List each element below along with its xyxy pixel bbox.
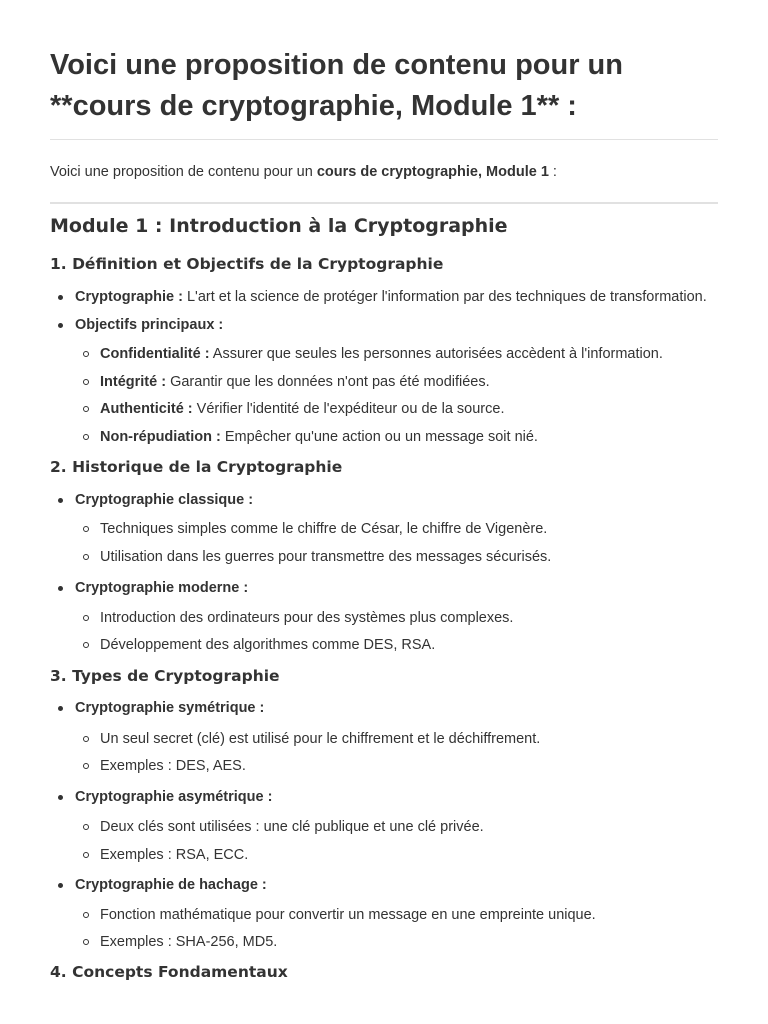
bullet-circle-icon bbox=[83, 554, 89, 560]
item-text: Exemples : SHA-256, MD5. bbox=[100, 934, 278, 950]
item-label: Objectifs principaux : bbox=[75, 317, 224, 333]
item-text: Empêcher qu'une action ou un message soit nié. bbox=[220, 429, 538, 445]
item-text: Assurer que seules les personnes autorisées accèdent à l'information. bbox=[209, 346, 663, 362]
list-item bbox=[100, 933, 277, 951]
bullet-disc-icon bbox=[58, 883, 63, 888]
bullet-disc-icon bbox=[58, 498, 63, 503]
item-label: Authenticité : bbox=[100, 401, 193, 417]
item-text: Développement des algorithmes comme DES, RSA. bbox=[100, 637, 436, 653]
intro-paragraph bbox=[50, 164, 557, 180]
bullet-circle-icon bbox=[83, 379, 89, 385]
title-divider bbox=[50, 139, 718, 140]
bullet-circle-icon bbox=[83, 615, 89, 621]
item-label: Cryptographie : bbox=[75, 289, 183, 305]
section-heading-concepts: 4. Concepts Fondamentaux bbox=[50, 963, 288, 981]
item-text: Techniques simples comme le chiffre de César, le chiffre de Vigenère. bbox=[100, 521, 548, 537]
bullet-circle-icon bbox=[83, 852, 89, 858]
list-item bbox=[75, 788, 272, 806]
bullet-circle-icon bbox=[83, 526, 89, 532]
item-text: Vérifier l'identité de l'expéditeur ou de la source. bbox=[192, 401, 505, 417]
bullet-circle-icon bbox=[83, 351, 89, 357]
item-label: Intégrité : bbox=[100, 374, 167, 390]
item-text: Exemples : RSA, ECC. bbox=[100, 847, 249, 863]
item-label: Confidentialité : bbox=[100, 346, 210, 362]
section-heading-definition: 1. Définition et Objectifs de la Cryptographie bbox=[50, 255, 444, 273]
item-text: Exemples : DES, AES. bbox=[100, 758, 246, 774]
section-heading-types: 3. Types de Cryptographie bbox=[50, 667, 280, 685]
item-label: Cryptographie asymétrique : bbox=[75, 789, 273, 805]
bullet-disc-icon bbox=[58, 795, 63, 800]
item-text: Garantir que les données n'ont pas été modifiées. bbox=[166, 374, 490, 390]
bullet-circle-icon bbox=[83, 763, 89, 769]
list-item bbox=[100, 906, 596, 924]
bullet-circle-icon bbox=[83, 434, 89, 440]
list-item bbox=[100, 373, 490, 391]
list-item bbox=[75, 288, 707, 306]
module-heading: Module 1 : Introduction à la Cryptographie bbox=[50, 215, 508, 237]
list-item bbox=[75, 876, 267, 894]
item-label: Cryptographie symétrique : bbox=[75, 700, 265, 716]
list-item bbox=[75, 491, 253, 509]
bullet-disc-icon bbox=[58, 706, 63, 711]
intro-suffix: : bbox=[548, 164, 557, 180]
list-item bbox=[100, 636, 435, 654]
item-label: Non-répudiation : bbox=[100, 429, 221, 445]
bullet-disc-icon bbox=[58, 295, 63, 300]
list-item bbox=[100, 730, 540, 748]
list-item bbox=[100, 345, 663, 363]
list-item bbox=[100, 520, 547, 538]
list-item bbox=[100, 400, 504, 418]
section-divider bbox=[50, 202, 718, 204]
list-item bbox=[75, 699, 264, 717]
list-item bbox=[100, 846, 248, 864]
list-item bbox=[100, 757, 246, 775]
bullet-circle-icon bbox=[83, 939, 89, 945]
list-item bbox=[75, 579, 248, 597]
page-title: Voici une proposition de contenu pour un **cours de cryptographie, Module 1** : bbox=[50, 49, 623, 122]
bullet-circle-icon bbox=[83, 736, 89, 742]
item-text: Utilisation dans les guerres pour transmettre des messages sécurisés. bbox=[100, 549, 552, 565]
list-item bbox=[100, 548, 551, 566]
list-item bbox=[100, 818, 484, 836]
bullet-circle-icon bbox=[83, 912, 89, 918]
item-text: Un seul secret (clé) est utilisé pour le chiffrement et le déchiffrement. bbox=[100, 731, 541, 747]
item-text: Introduction des ordinateurs pour des systèmes plus complexes. bbox=[100, 610, 514, 626]
item-label: Cryptographie moderne : bbox=[75, 580, 249, 596]
item-label: Cryptographie de hachage : bbox=[75, 877, 267, 893]
item-text: L'art et la science de protéger l'information par des techniques de transformation. bbox=[182, 289, 707, 305]
bullet-disc-icon bbox=[58, 586, 63, 591]
list-item bbox=[100, 609, 513, 627]
item-label: Cryptographie classique : bbox=[75, 492, 254, 508]
item-text: Deux clés sont utilisées : une clé publique et une clé privée. bbox=[100, 819, 484, 835]
item-text: Fonction mathématique pour convertir un message en une empreinte unique. bbox=[100, 907, 596, 923]
section-heading-historique: 2. Historique de la Cryptographie bbox=[50, 458, 343, 476]
bullet-circle-icon bbox=[83, 824, 89, 830]
bullet-circle-icon bbox=[83, 406, 89, 412]
bullet-disc-icon bbox=[58, 323, 63, 328]
list-item bbox=[100, 428, 538, 446]
list-item bbox=[75, 316, 223, 334]
bullet-circle-icon bbox=[83, 642, 89, 648]
intro-bold: cours de cryptographie, Module 1 bbox=[316, 164, 549, 180]
intro-prefix: Voici une proposition de contenu pour un bbox=[50, 164, 317, 180]
